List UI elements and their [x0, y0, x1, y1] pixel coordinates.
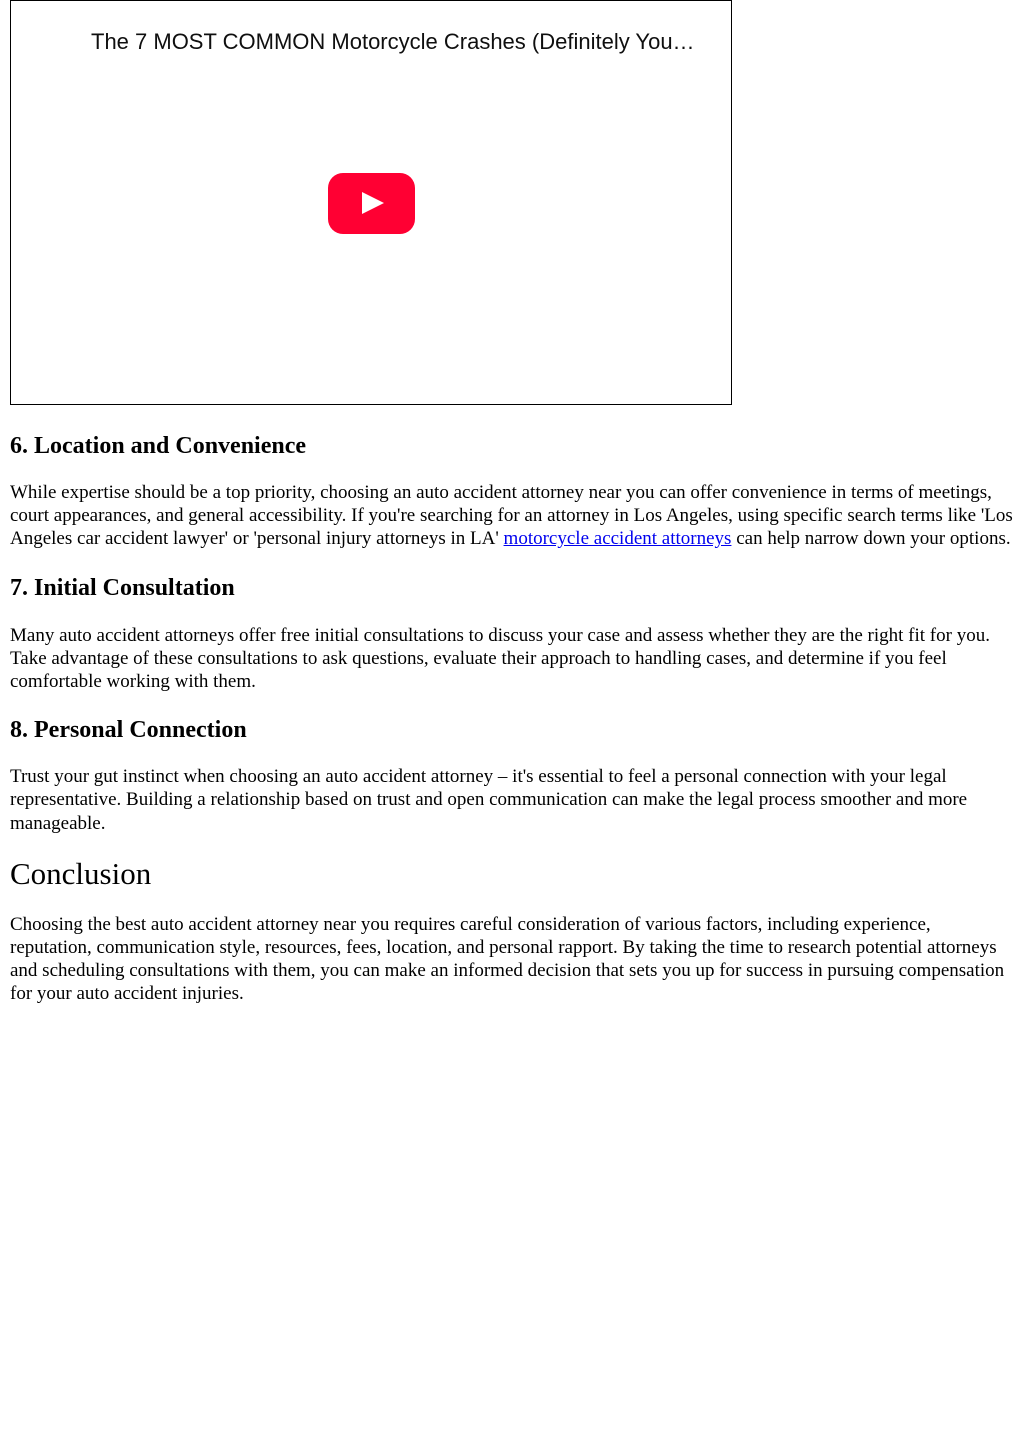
- heading-personal-connection: 8. Personal Connection: [10, 717, 247, 744]
- paragraph-initial-consultation: Many auto accident attorneys offer free initial consultations to discuss your case and assess whether they are the right fit for you. Take advantage of these consultations to ask questions, evaluate their approach to handling cases, and determine if you feel comfortable working with them.: [10, 624, 990, 693]
- paragraph-location-convenience: [10, 481, 1014, 551]
- video-title[interactable]: The 7 MOST COMMON Motorcycle Crashes (Definitely You…: [91, 29, 695, 54]
- video-embed[interactable]: [10, 0, 732, 405]
- paragraph-conclusion: Choosing the best auto accident attorney near you requires careful consideration of various factors, including experience, reputation, communication style, resources, fees, location, and personal rapport. By taking the time to research potential attorneys and scheduling consultations with them, you can make an informed decision that sets you up for success in pursuing compensation for your auto accident injuries.: [10, 913, 1005, 1005]
- heading-initial-consultation: 7. Initial Consultation: [10, 574, 235, 601]
- heading-conclusion: Conclusion: [10, 855, 152, 891]
- play-triangle-icon: [362, 192, 384, 214]
- paragraph-personal-connection: Trust your gut instinct when choosing an auto accident attorney – it's essential to feel a personal connection with your legal representative. Building a relationship based on trust and open communication can make the legal process smoother and more manageable.: [10, 766, 968, 834]
- paragraph-location-text-end: can help narrow down your options.: [731, 528, 1011, 550]
- paragraph-location-text-start: While expertise should be a top priority, choosing an auto accident attorney near you can offer convenience in terms of meetings, court appearances, and general accessibility. If you're searching for an attorney in Los Angeles, using specific search terms like 'Los Angeles car accident lawyer' or 'personal injury attorneys in LA': [10, 482, 1013, 550]
- heading-location-convenience: 6. Location and Convenience: [10, 433, 307, 459]
- motorcycle-attorneys-link[interactable]: motorcycle accident attorneys: [503, 528, 732, 550]
- youtube-play-icon[interactable]: [328, 173, 415, 234]
